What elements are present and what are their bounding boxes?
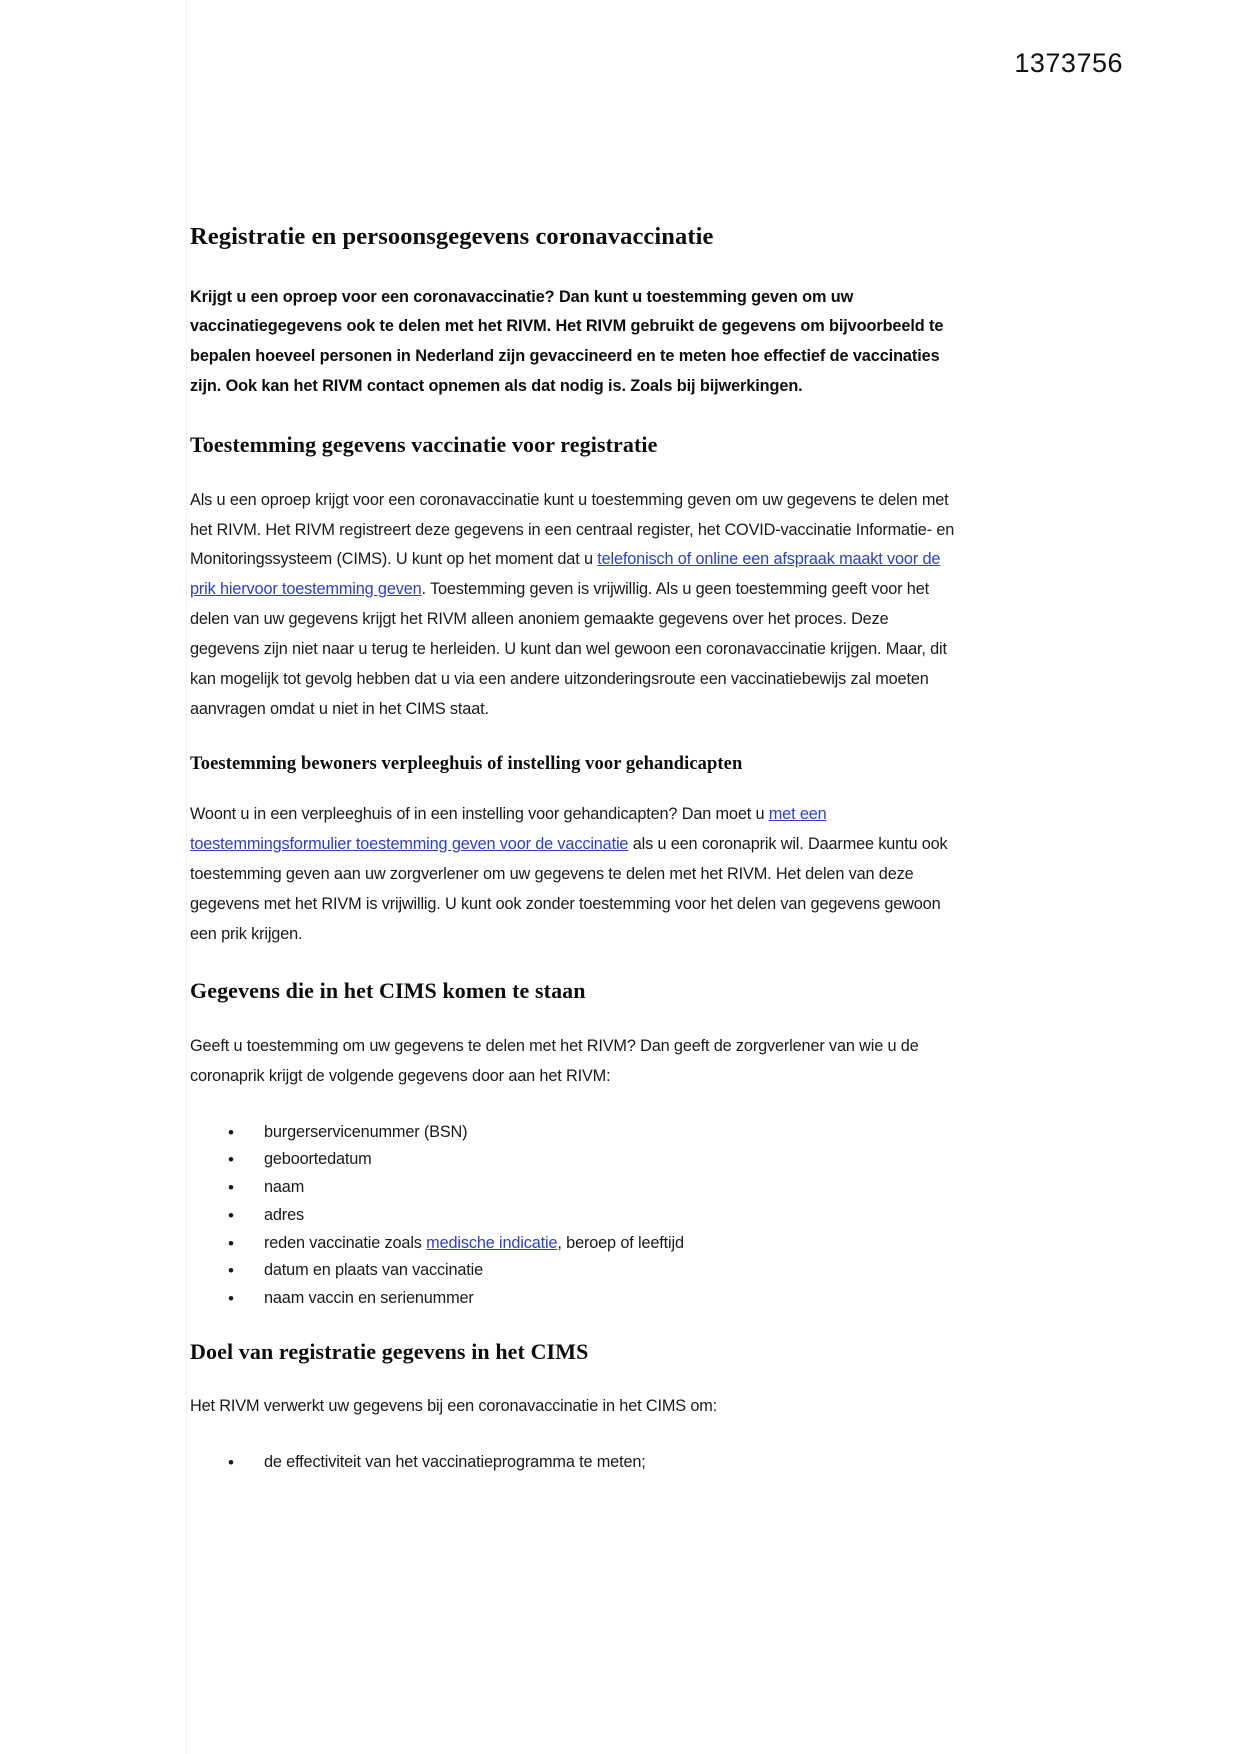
page-right-margin [1116,0,1241,1754]
list-item [228,1450,955,1476]
list-item-label: de effectiviteit van het vaccinatieprogramma te meten; [264,1453,646,1472]
list-item [228,1147,955,1173]
paragraph-consent-text-before: Als u een oproep krijgt voor een coronavaccinatie kunt u toestemming geven om uw gegevens te delen met het RIVM. Het RIVM registreert deze gegevens in een centraal register, het COVID-vaccinatie Informatie- en Monitoringssysteem (CIMS). U kunt op het moment dat u [190,490,955,569]
paragraph-consent-text-after: . Toestemming geven is vrijwillig. Als u geen toestemming geeft voor het delen van uw gegevens krijgt het RIVM alleen anoniem gemaakte gegevens over het proces. Deze gegevens zijn niet naar u terug te herleiden. U kunt dan wel gewoon een coronavaccinatie krijgen. Maar, dit kan mogelijk tot gevolg hebben dat u via een andere uitzonderingsroute een vaccinatiebewijs zal moeten aanvragen omdat u niet in het CIMS staat. [190,580,947,718]
bullet-icon [228,1286,236,1294]
list-item [228,1286,955,1312]
link-medische-indicatie[interactable]: medische indicatie [426,1233,558,1252]
link-afspraak-toestemming[interactable]: telefonisch of online een afspraak maakt voor de prik hiervoor toestemming geven [190,550,941,599]
list-item [228,1175,955,1201]
list-item [228,1231,955,1257]
bullet-icon [228,1147,236,1155]
bullet-icon [228,1258,236,1266]
list-item-label-suffix: , beroep of leeftijd [557,1233,684,1252]
bullet-icon [228,1175,236,1183]
section-heading-cims-data: Gegevens die in het CIMS komen te staan [190,978,586,1004]
list-item [228,1120,955,1146]
list-item-label: burgerservicenummer (BSN) [264,1122,468,1141]
list-item-label: adres [264,1205,304,1224]
paragraph-purpose-intro: Het RIVM verwerkt uw gegevens bij een coronavaccinatie in het CIMS om: [190,1397,718,1416]
document-number: 1373756 [1014,48,1123,78]
document-content [190,222,955,1502]
list-item-label-prefix: reden vaccinatie zoals [264,1233,427,1252]
paragraph-consent [190,486,955,725]
section-heading-purpose: Doel van registratie gegevens in het CIMS [190,1338,589,1364]
section-heading-consent: Toestemming gegevens vaccinatie voor registratie [190,432,658,458]
lead-paragraph: Krijgt u een oproep voor een coronavaccinatie? Dan kunt u toestemming geven om uw vaccinatiegegevens ook te delen met het RIVM. Het RIVM gebruikt de gegevens om bijvoorbeeld te bepalen hoeveel personen in Nederland zijn gevaccineerd en te meten hoe effectief de vaccinaties zijn. Ook kan het RIVM contact opnemen als dat nodig is. Zoals bij bijwerkingen. [190,287,944,395]
paragraph-residents [190,800,955,949]
page-left-margin [0,0,187,1754]
bullet-icon [228,1450,236,1458]
list-item-label: datum en plaats van vaccinatie [264,1261,484,1280]
list-item-label: naam [264,1178,305,1197]
section-heading-residents: Toestemming bewoners verpleeghuis of instelling voor gehandicapten [190,754,743,775]
link-toestemmingsformulier[interactable]: met een toestemmingsformulier toestemming geven voor de vaccinatie [190,805,827,854]
list-purpose [190,1450,955,1476]
bullet-icon [228,1203,236,1211]
list-item-label: naam vaccin en serienummer [264,1289,474,1308]
bullet-icon [228,1120,236,1128]
bullet-icon [228,1231,236,1239]
paragraph-residents-text-before: Woont u in een verpleeghuis of in een instelling voor gehandicapten? Dan moet u [190,805,769,824]
list-item [228,1258,955,1284]
list-item-label: geboortedatum [264,1150,372,1169]
list-item [228,1203,955,1229]
page-title: Registratie en persoonsgegevens coronavaccinatie [190,223,714,250]
paragraph-residents-text-after: als u een coronaprik wil. Daarmee kuntu ook toestemming geven aan uw zorgverlener om uw gegevens te delen met het RIVM. Het delen van deze gegevens met het RIVM is vrijwillig. U kunt ook zonder toestemming voor het delen van gegevens gewoon een prik krijgen. [190,835,948,943]
paragraph-cims-data-intro: Geeft u toestemming om uw gegevens te delen met het RIVM? Dan geeft de zorgverlener van wie u de coronaprik krijgt de volgende gegevens door aan het RIVM: [190,1037,919,1085]
list-cims-data [190,1120,955,1312]
